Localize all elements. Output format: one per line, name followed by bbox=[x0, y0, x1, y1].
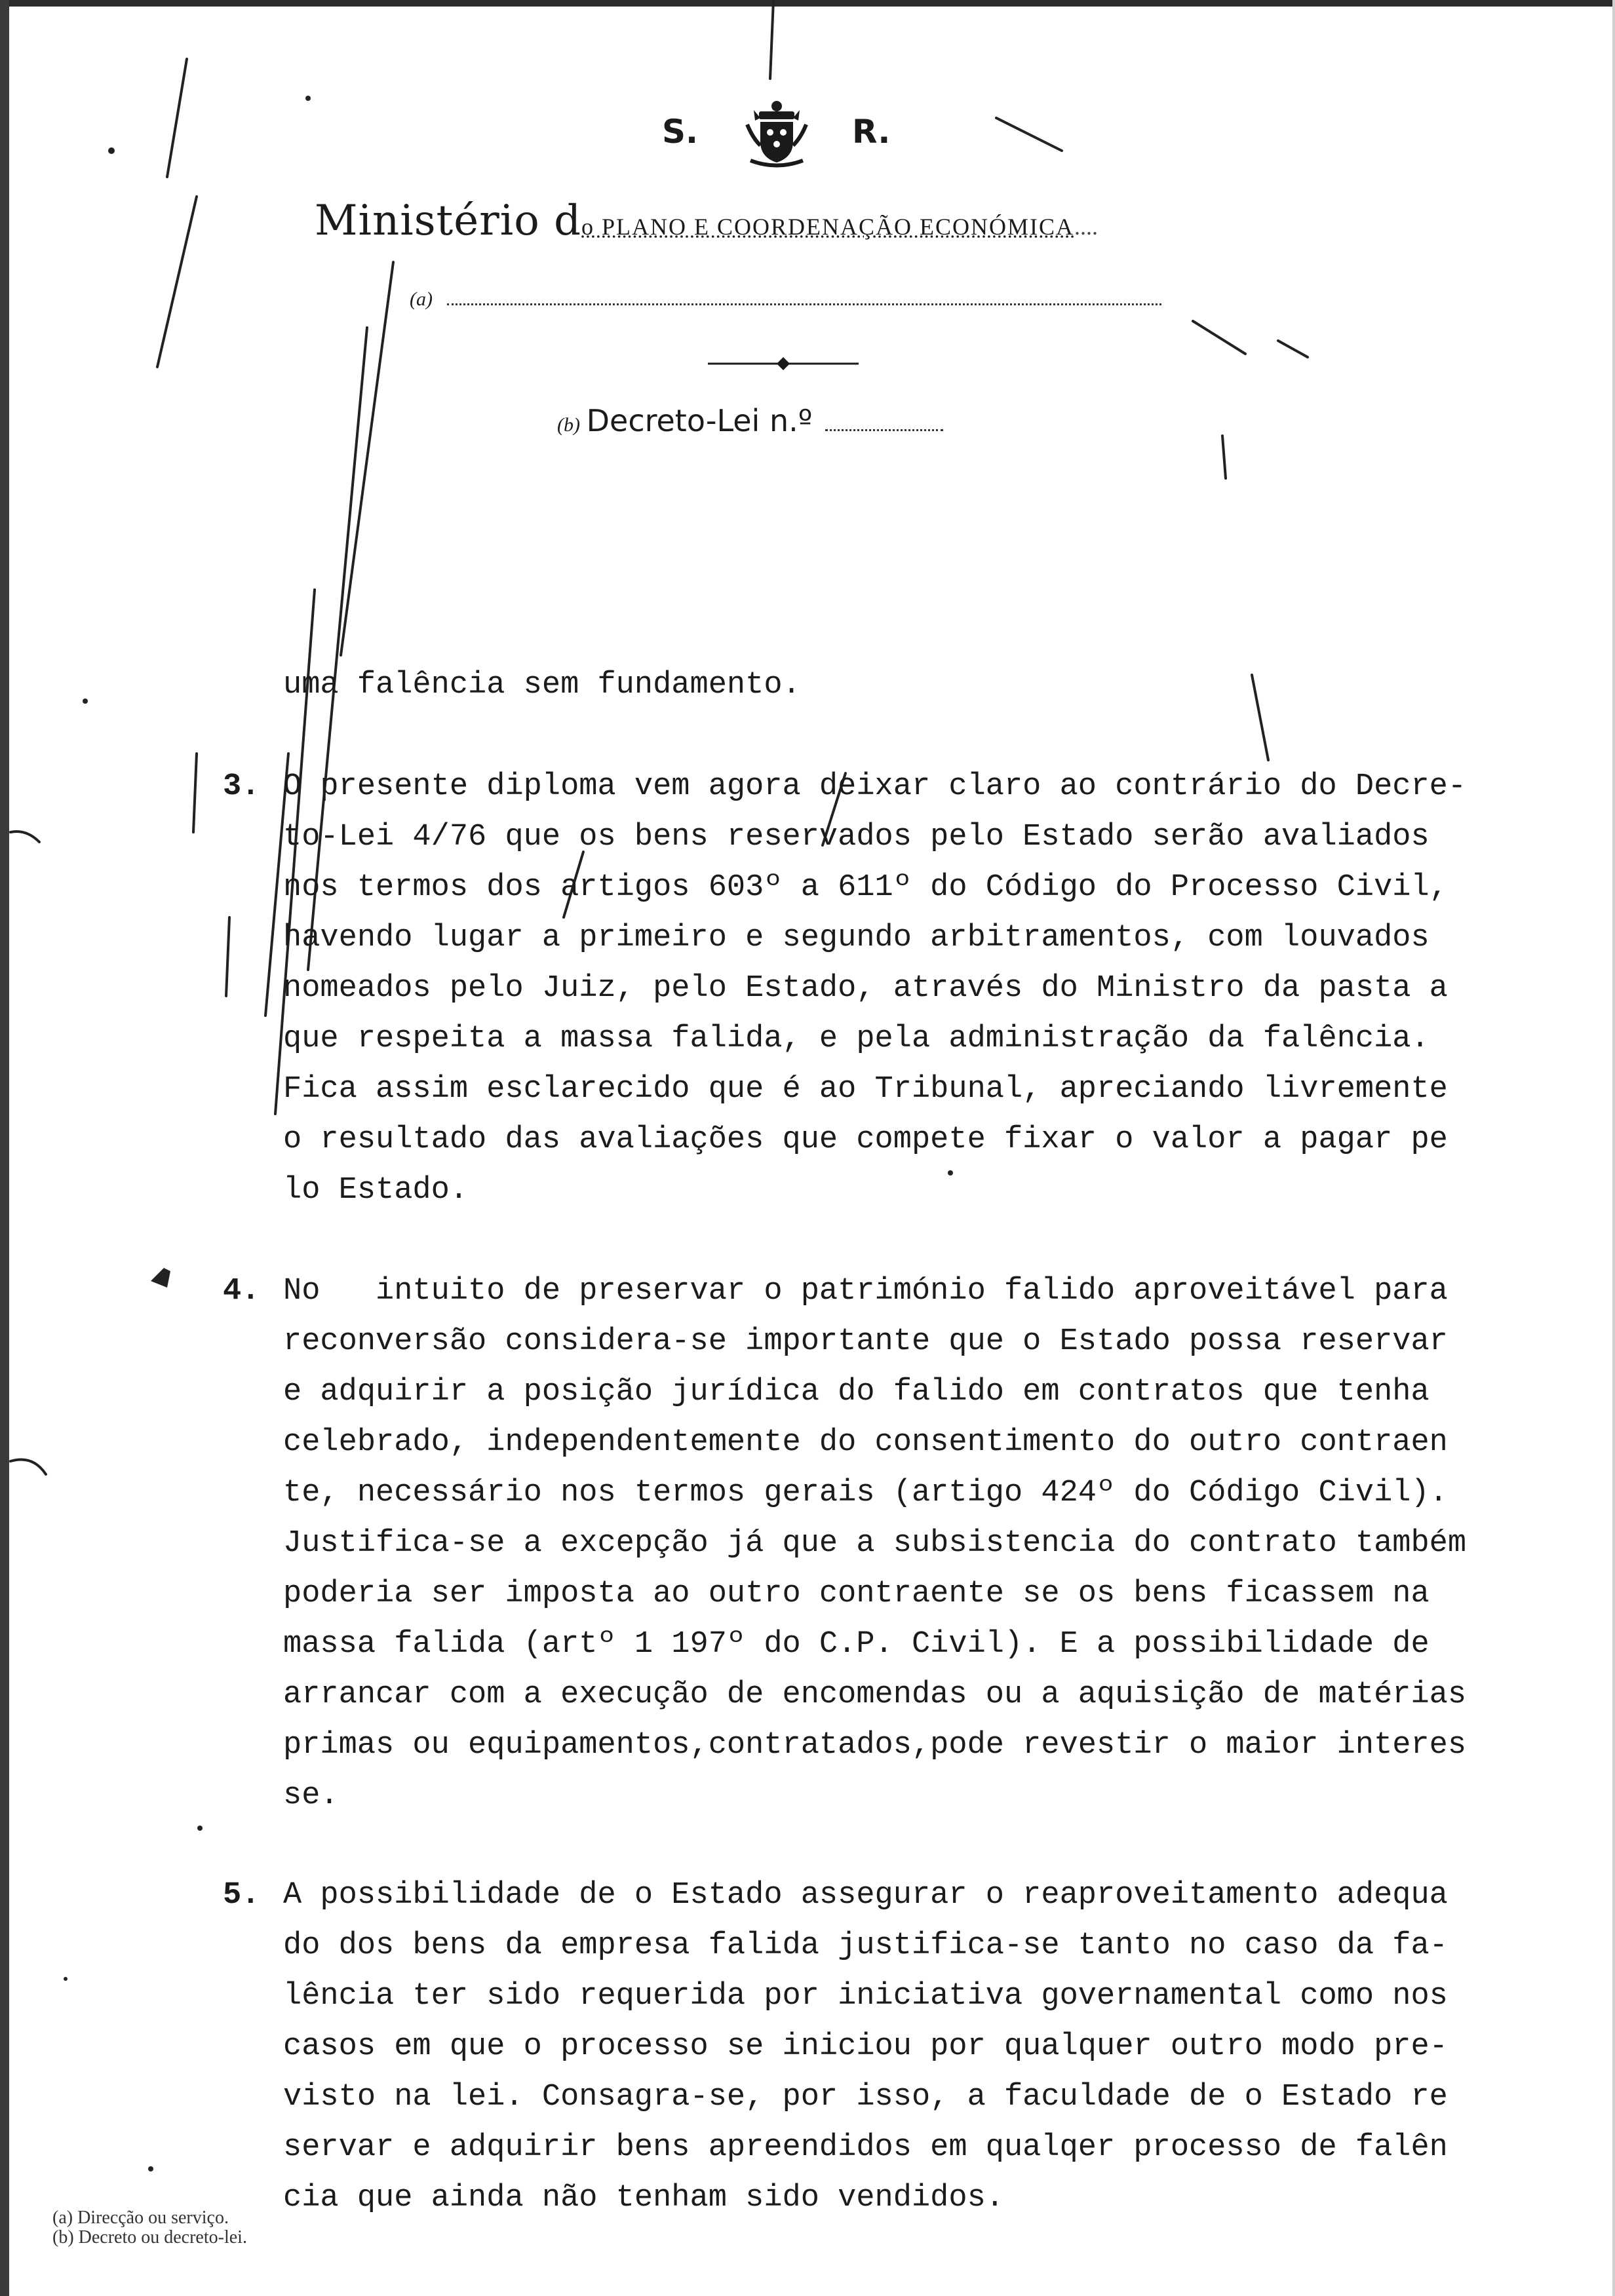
service-line bbox=[410, 288, 1163, 311]
section-3-line: nos termos dos artigos 603º a 611º do Código do Processo Civil, bbox=[283, 870, 1448, 905]
section-4-line: celebrado, independentemente do consentimento do outro contraen bbox=[283, 1425, 1448, 1460]
section-5-line: visto na lei. Consagra-se, por isso, a faculdade de o Estado re bbox=[283, 2080, 1448, 2114]
section-3-line: Fica assim esclarecido que é ao Tribunal, apreciando livremente bbox=[283, 1072, 1448, 1107]
section-3-line: lo Estado. bbox=[283, 1173, 469, 1208]
service-line-blank bbox=[447, 303, 1161, 305]
section-3-line: to-Lei 4/76 que os bens reservados pelo Estado serão avaliados bbox=[283, 820, 1430, 854]
decreto-label: Decreto-Lei n.º bbox=[586, 403, 813, 438]
ministerio-prefix: Ministério d bbox=[315, 197, 582, 245]
decreto-line bbox=[557, 403, 943, 438]
section-4-line: primas ou equipamentos,contratados,pode revestir o maior interes bbox=[283, 1728, 1467, 1763]
section-3-line: nomeados pelo Juiz, pelo Estado, através do Ministro da pasta a bbox=[283, 971, 1448, 1006]
ministerio-dots: .... bbox=[1074, 214, 1099, 240]
service-line-marker: (a) bbox=[410, 288, 433, 310]
decreto-marker: (b) bbox=[557, 414, 580, 436]
section-5-line: A possibilidade de o Estado assegurar o reaproveitamento adequa bbox=[283, 1878, 1448, 1913]
section-5-line: do dos bens da empresa falida justifica-se tanto no caso da fa- bbox=[283, 1928, 1448, 1963]
ministerio-name: o PLANO E COORDENAÇÃO ECONÓMICA bbox=[581, 214, 1075, 240]
footnote-b: (b) Decreto ou decreto-lei. bbox=[52, 2227, 247, 2248]
decreto-number-blank bbox=[825, 429, 943, 431]
ministerio-heading bbox=[315, 197, 1098, 245]
ornament-divider bbox=[708, 354, 859, 373]
section-5-line: cia que ainda não tenham sido vendidos. bbox=[283, 2181, 1004, 2215]
footnote-a: (a) Direcção ou serviço. bbox=[52, 2208, 229, 2228]
header-letter-r: R. bbox=[852, 113, 891, 151]
section-4-line: Justifica-se a excepção já que a subsistencia do contrato também bbox=[283, 1526, 1467, 1561]
section-4-line: massa falida (artº 1 197º do C.P. Civil). E a possibilidade de bbox=[283, 1627, 1430, 1662]
section-4-line: No intuito de preservar o património falido aproveitável para bbox=[283, 1274, 1448, 1309]
section-4-line: reconversão considera-se importante que o Estado possa reservar bbox=[283, 1324, 1448, 1359]
section-3-line: que respeita a massa falida, e pela administração da falência. bbox=[283, 1022, 1430, 1056]
section-4-line: te, necessário nos termos gerais (artigo 424º do Código Civil). bbox=[283, 1476, 1448, 1510]
header-letter-s: S. bbox=[662, 113, 699, 151]
section-5-line: servar e adquirir bens apreendidos em qualqer processo de falên bbox=[283, 2130, 1448, 2165]
coat-of-arms-icon bbox=[741, 98, 813, 170]
section-5-line: lência ter sido requerida por iniciativa governamental como nos bbox=[283, 1979, 1448, 2014]
footnotes bbox=[52, 2208, 247, 2248]
section-3-line: O presente diploma vem agora deixar claro ao contrário do Decre- bbox=[283, 769, 1467, 804]
intro-line: uma falência sem fundamento. bbox=[283, 668, 801, 702]
section-3-line: havendo lugar a primeiro e segundo arbitramentos, com louvados bbox=[283, 921, 1430, 955]
section-3-line: o resultado das avaliações que compete fixar o valor a pagar pe bbox=[283, 1122, 1448, 1157]
section-4-line: se. bbox=[283, 1778, 339, 1813]
section-3-number: 3. bbox=[223, 769, 260, 804]
section-4-line: e adquirir a posição jurídica do falido em contratos que tenha bbox=[283, 1375, 1430, 1409]
section-4-line: arrancar com a execução de encomendas ou a aquisição de matérias bbox=[283, 1677, 1467, 1712]
section-4-number: 4. bbox=[223, 1274, 260, 1309]
section-4-line: poderia ser imposta ao outro contraente se os bens ficassem na bbox=[283, 1577, 1430, 1611]
section-5-line: casos em que o processo se iniciou por qualquer outro modo pre- bbox=[283, 2029, 1448, 2064]
header-sr bbox=[662, 98, 911, 170]
section-5-number: 5. bbox=[223, 1878, 260, 1913]
